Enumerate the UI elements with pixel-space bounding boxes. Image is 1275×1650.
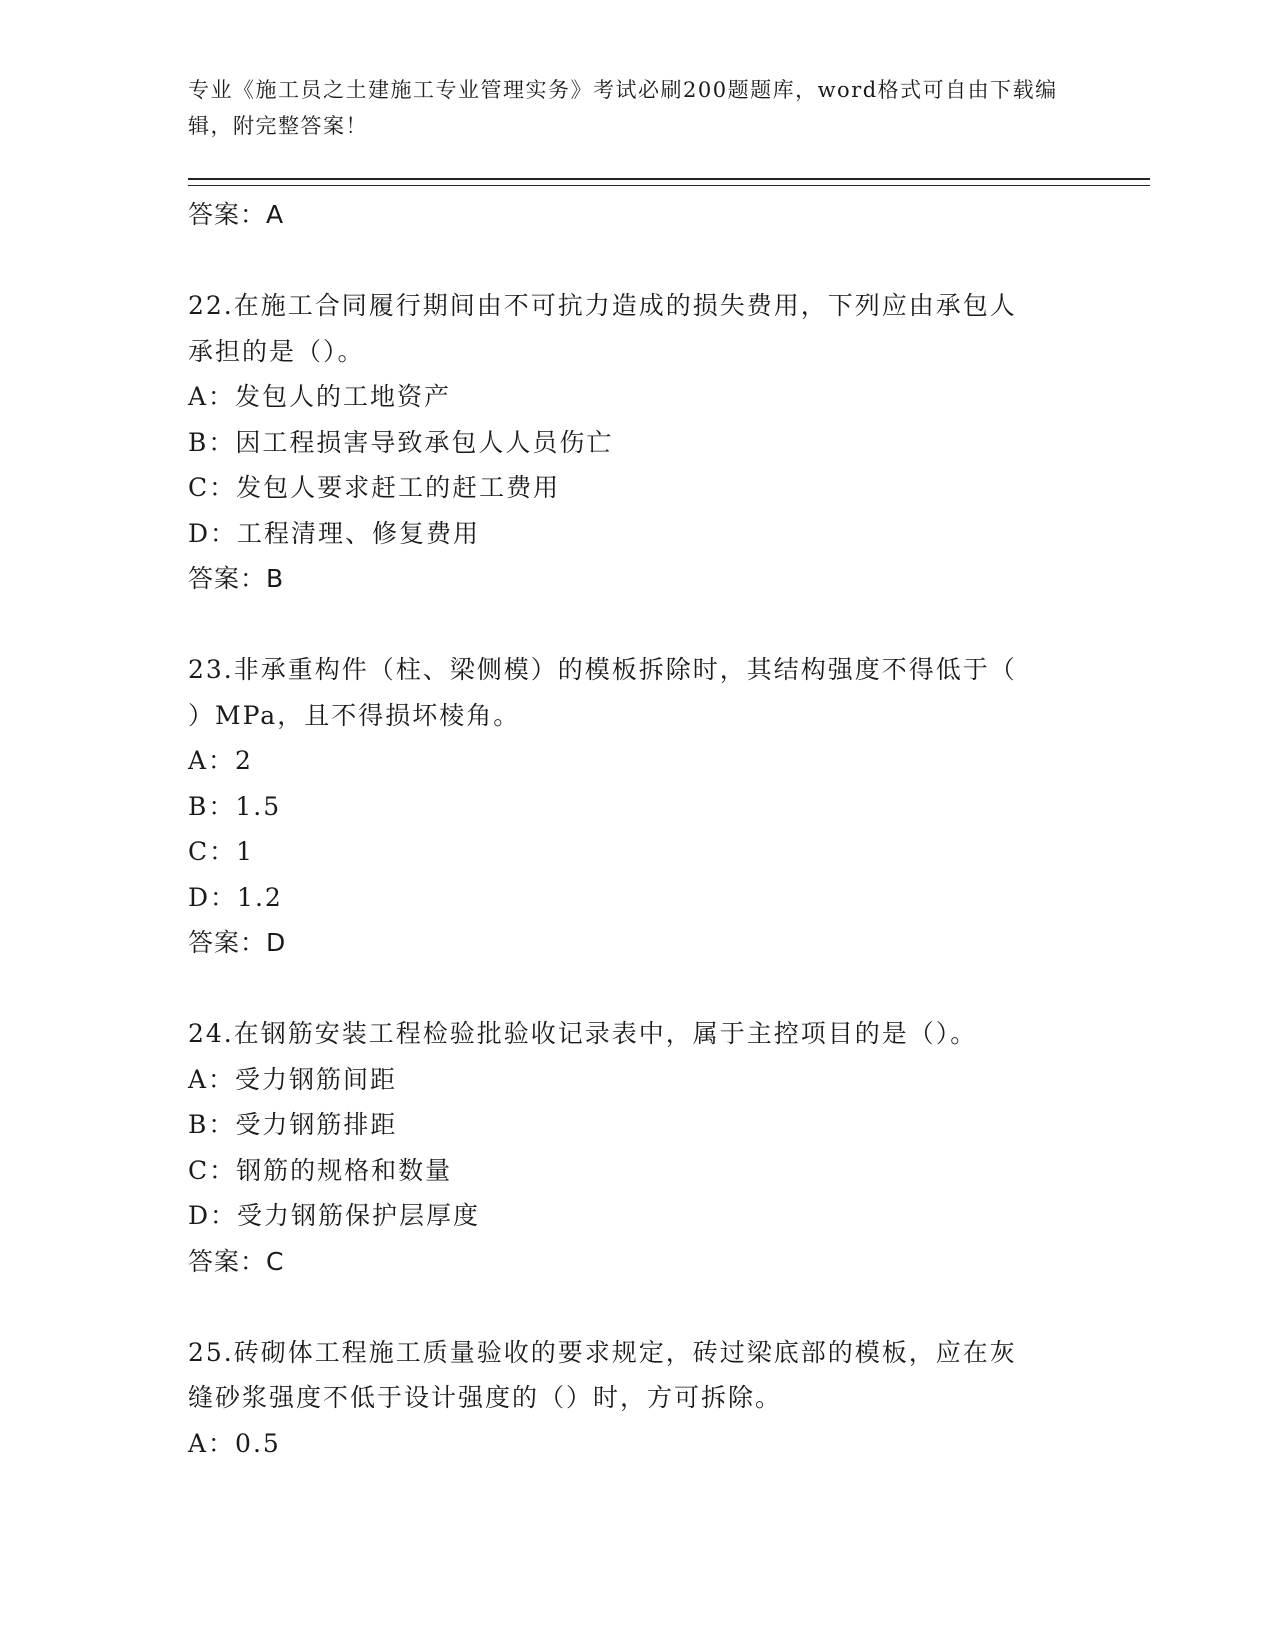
question-stem-line: 承担的是（）。 [188,336,365,366]
answer-line: 答案：C [188,1246,285,1276]
option-a: A：2 [188,746,253,775]
spacer [188,602,1088,648]
option-a: A：0.5 [188,1428,281,1458]
question-stem-line: 22.在施工合同履行期间由不可抗力造成的损失费用，下列应由承包人 [188,291,1017,320]
option-c: C：1 [188,837,255,866]
question-stem-line: 25.砖砌体工程施工质量验收的要求规定，砖过梁底部的模板，应在灰 [188,1337,1017,1367]
question-stem-line: 24.在钢筋安装工程检验批验收记录表中，属于主控项目的是（）。 [188,1019,978,1048]
spacer [188,238,1088,284]
spacer [188,966,1088,1012]
option-b: B：1.5 [188,791,282,821]
answer-line: 答案：D [188,928,287,957]
option-b: B：受力钢筋排距 [188,1110,398,1139]
option-d: D：受力钢筋保护层厚度 [188,1201,481,1230]
answer-line: 答案：A [188,200,285,229]
option-c: C：钢筋的规格和数量 [188,1155,453,1185]
option-d: D：1.2 [188,882,283,912]
option-c: C：发包人要求赶工的赶工费用 [188,473,561,502]
option-a: A：受力钢筋间距 [188,1064,398,1094]
header-divider [188,178,1150,186]
document-header: 专业《施工员之土建施工专业管理实务》考试必刷200题题库，word格式可自由下载编辑，附完整答案！ [188,78,1058,138]
question-stem-line: 缝砂浆强度不低于设计强度的（）时，方可拆除。 [188,1383,783,1412]
option-a: A：发包人的工地资产 [188,382,452,411]
question-list [188,192,1088,1466]
question-stem-line: ）MPa，且不得损坏棱角。 [188,700,521,730]
option-d: D：工程清理、修复费用 [188,518,481,548]
answer-line: 答案：B [188,564,285,593]
spacer [188,1284,1088,1330]
question-stem-line: 23.非承重构件（柱、梁侧模）的模板拆除时，其结构强度不得低于（ [188,655,1017,684]
option-b: B：因工程损害导致承包人人员伤亡 [188,427,614,457]
